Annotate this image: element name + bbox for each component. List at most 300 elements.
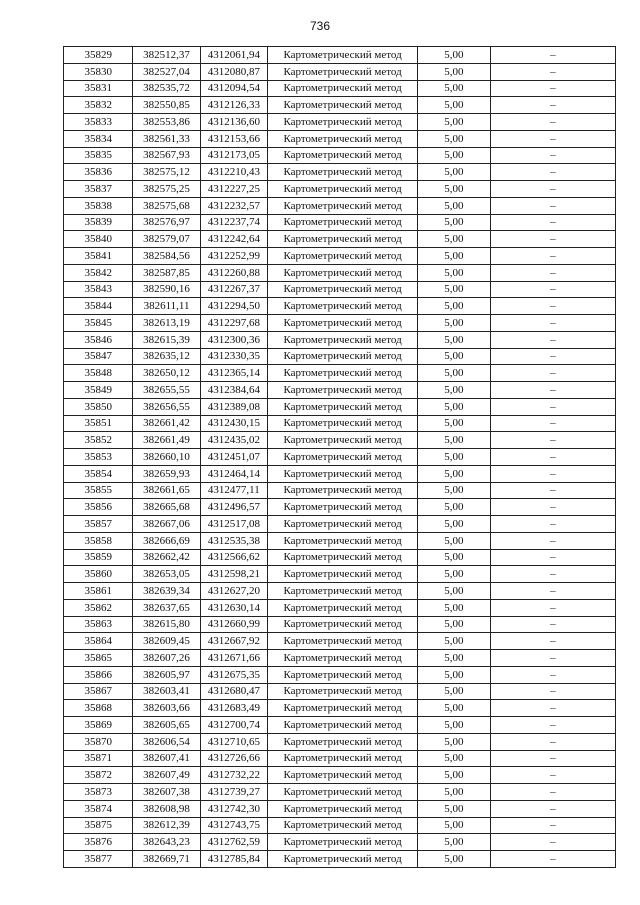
- coordinates-table-body: [64, 47, 616, 868]
- point-number-cell: 35838: [64, 197, 133, 214]
- page-number: 736: [309, 19, 331, 33]
- accuracy-cell: 5,00: [418, 331, 490, 348]
- point-number-cell: 35877: [64, 851, 133, 868]
- x-coordinate-cell: 382635,12: [133, 348, 200, 365]
- description-cell: –: [490, 348, 615, 365]
- method-cell: Картометрический метод: [268, 717, 418, 734]
- coordinates-table: [63, 46, 616, 868]
- point-number-cell: 35836: [64, 164, 133, 181]
- y-coordinate-cell: 4312242,64: [200, 231, 267, 248]
- accuracy-cell: 5,00: [418, 817, 490, 834]
- x-coordinate-cell: 382575,25: [133, 181, 200, 198]
- table-row: [64, 700, 616, 717]
- table-row: [64, 298, 616, 315]
- table-row: [64, 398, 616, 415]
- accuracy-cell: 5,00: [418, 47, 490, 64]
- description-cell: –: [490, 532, 615, 549]
- method-cell: Картометрический метод: [268, 516, 418, 533]
- description-cell: –: [490, 566, 615, 583]
- method-cell: Картометрический метод: [268, 549, 418, 566]
- description-cell: –: [490, 733, 615, 750]
- table-row: [64, 633, 616, 650]
- method-cell: Картометрический метод: [268, 465, 418, 482]
- accuracy-cell: 5,00: [418, 516, 490, 533]
- table-row: [64, 784, 616, 801]
- x-coordinate-cell: 382603,66: [133, 700, 200, 717]
- description-cell: –: [490, 97, 615, 114]
- table-row: [64, 197, 616, 214]
- accuracy-cell: 5,00: [418, 750, 490, 767]
- x-coordinate-cell: 382535,72: [133, 80, 200, 97]
- point-number-cell: 35842: [64, 264, 133, 281]
- method-cell: Картометрический метод: [268, 348, 418, 365]
- method-cell: Картометрический метод: [268, 147, 418, 164]
- method-cell: Картометрический метод: [268, 700, 418, 717]
- y-coordinate-cell: 4312260,88: [200, 264, 267, 281]
- x-coordinate-cell: 382666,69: [133, 532, 200, 549]
- y-coordinate-cell: 4312227,25: [200, 181, 267, 198]
- table-row: [64, 717, 616, 734]
- y-coordinate-cell: 4312566,62: [200, 549, 267, 566]
- x-coordinate-cell: 382575,68: [133, 197, 200, 214]
- x-coordinate-cell: 382653,05: [133, 566, 200, 583]
- accuracy-cell: 5,00: [418, 264, 490, 281]
- method-cell: Картометрический метод: [268, 666, 418, 683]
- method-cell: Картометрический метод: [268, 382, 418, 399]
- method-cell: Картометрический метод: [268, 599, 418, 616]
- x-coordinate-cell: 382605,65: [133, 717, 200, 734]
- method-cell: Картометрический метод: [268, 583, 418, 600]
- description-cell: –: [490, 700, 615, 717]
- x-coordinate-cell: 382606,54: [133, 733, 200, 750]
- x-coordinate-cell: 382669,71: [133, 851, 200, 868]
- method-cell: Картометрический метод: [268, 281, 418, 298]
- point-number-cell: 35865: [64, 650, 133, 667]
- accuracy-cell: 5,00: [418, 800, 490, 817]
- accuracy-cell: 5,00: [418, 499, 490, 516]
- y-coordinate-cell: 4312384,64: [200, 382, 267, 399]
- description-cell: –: [490, 47, 615, 64]
- x-coordinate-cell: 382613,19: [133, 315, 200, 332]
- method-cell: Картометрический метод: [268, 432, 418, 449]
- method-cell: Картометрический метод: [268, 482, 418, 499]
- point-number-cell: 35843: [64, 281, 133, 298]
- table-row: [64, 532, 616, 549]
- point-number-cell: 35833: [64, 114, 133, 131]
- description-cell: –: [490, 315, 615, 332]
- accuracy-cell: 5,00: [418, 482, 490, 499]
- method-cell: Картометрический метод: [268, 248, 418, 265]
- method-cell: Картометрический метод: [268, 197, 418, 214]
- point-number-cell: 35832: [64, 97, 133, 114]
- point-number-cell: 35846: [64, 331, 133, 348]
- table-row: [64, 465, 616, 482]
- point-number-cell: 35867: [64, 683, 133, 700]
- table-row: [64, 599, 616, 616]
- method-cell: Картометрический метод: [268, 683, 418, 700]
- accuracy-cell: 5,00: [418, 63, 490, 80]
- point-number-cell: 35852: [64, 432, 133, 449]
- x-coordinate-cell: 382655,55: [133, 382, 200, 399]
- point-number-cell: 35856: [64, 499, 133, 516]
- table-row: [64, 800, 616, 817]
- point-number-cell: 35837: [64, 181, 133, 198]
- description-cell: –: [490, 164, 615, 181]
- description-cell: –: [490, 214, 615, 231]
- method-cell: Картометрический метод: [268, 767, 418, 784]
- table-row: [64, 281, 616, 298]
- x-coordinate-cell: 382609,45: [133, 633, 200, 650]
- point-number-cell: 35876: [64, 834, 133, 851]
- point-number-cell: 35854: [64, 465, 133, 482]
- x-coordinate-cell: 382660,10: [133, 449, 200, 466]
- table-row: [64, 683, 616, 700]
- y-coordinate-cell: 4312762,59: [200, 834, 267, 851]
- table-row: [64, 616, 616, 633]
- description-cell: –: [490, 80, 615, 97]
- y-coordinate-cell: 4312477,11: [200, 482, 267, 499]
- y-coordinate-cell: 4312726,66: [200, 750, 267, 767]
- table-row: [64, 817, 616, 834]
- y-coordinate-cell: 4312210,43: [200, 164, 267, 181]
- description-cell: –: [490, 583, 615, 600]
- x-coordinate-cell: 382650,12: [133, 365, 200, 382]
- point-number-cell: 35855: [64, 482, 133, 499]
- table-row: [64, 114, 616, 131]
- x-coordinate-cell: 382611,11: [133, 298, 200, 315]
- method-cell: Картометрический метод: [268, 181, 418, 198]
- point-number-cell: 35834: [64, 130, 133, 147]
- table-row: [64, 264, 616, 281]
- description-cell: –: [490, 281, 615, 298]
- accuracy-cell: 5,00: [418, 231, 490, 248]
- table-row: [64, 432, 616, 449]
- description-cell: –: [490, 817, 615, 834]
- description-cell: –: [490, 331, 615, 348]
- point-number-cell: 35871: [64, 750, 133, 767]
- description-cell: –: [490, 666, 615, 683]
- x-coordinate-cell: 382612,39: [133, 817, 200, 834]
- y-coordinate-cell: 4312598,21: [200, 566, 267, 583]
- x-coordinate-cell: 382550,85: [133, 97, 200, 114]
- x-coordinate-cell: 382615,80: [133, 616, 200, 633]
- x-coordinate-cell: 382637,65: [133, 599, 200, 616]
- y-coordinate-cell: 4312153,66: [200, 130, 267, 147]
- y-coordinate-cell: 4312675,35: [200, 666, 267, 683]
- x-coordinate-cell: 382615,39: [133, 331, 200, 348]
- accuracy-cell: 5,00: [418, 398, 490, 415]
- description-cell: –: [490, 264, 615, 281]
- accuracy-cell: 5,00: [418, 147, 490, 164]
- accuracy-cell: 5,00: [418, 583, 490, 600]
- method-cell: Картометрический метод: [268, 264, 418, 281]
- point-number-cell: 35874: [64, 800, 133, 817]
- description-cell: –: [490, 432, 615, 449]
- x-coordinate-cell: 382607,38: [133, 784, 200, 801]
- y-coordinate-cell: 4312389,08: [200, 398, 267, 415]
- y-coordinate-cell: 4312630,14: [200, 599, 267, 616]
- point-number-cell: 35857: [64, 516, 133, 533]
- point-number-cell: 35844: [64, 298, 133, 315]
- method-cell: Картометрический метод: [268, 449, 418, 466]
- accuracy-cell: 5,00: [418, 834, 490, 851]
- y-coordinate-cell: 4312451,07: [200, 449, 267, 466]
- y-coordinate-cell: 4312330,35: [200, 348, 267, 365]
- x-coordinate-cell: 382603,41: [133, 683, 200, 700]
- description-cell: –: [490, 549, 615, 566]
- description-cell: –: [490, 449, 615, 466]
- y-coordinate-cell: 4312732,22: [200, 767, 267, 784]
- table-row: [64, 231, 616, 248]
- accuracy-cell: 5,00: [418, 315, 490, 332]
- point-number-cell: 35873: [64, 784, 133, 801]
- point-number-cell: 35875: [64, 817, 133, 834]
- method-cell: Картометрический метод: [268, 750, 418, 767]
- method-cell: Картометрический метод: [268, 415, 418, 432]
- y-coordinate-cell: 4312435,02: [200, 432, 267, 449]
- table-row: [64, 47, 616, 64]
- table-row: [64, 147, 616, 164]
- method-cell: Картометрический метод: [268, 80, 418, 97]
- table-row: [64, 315, 616, 332]
- method-cell: Картометрический метод: [268, 164, 418, 181]
- y-coordinate-cell: 4312294,50: [200, 298, 267, 315]
- table-row: [64, 750, 616, 767]
- x-coordinate-cell: 382607,26: [133, 650, 200, 667]
- description-cell: –: [490, 197, 615, 214]
- table-row: [64, 851, 616, 868]
- accuracy-cell: 5,00: [418, 717, 490, 734]
- y-coordinate-cell: 4312080,87: [200, 63, 267, 80]
- description-cell: –: [490, 633, 615, 650]
- table-row: [64, 382, 616, 399]
- point-number-cell: 35870: [64, 733, 133, 750]
- table-row: [64, 449, 616, 466]
- point-number-cell: 35839: [64, 214, 133, 231]
- y-coordinate-cell: 4312136,60: [200, 114, 267, 131]
- accuracy-cell: 5,00: [418, 348, 490, 365]
- x-coordinate-cell: 382608,98: [133, 800, 200, 817]
- accuracy-cell: 5,00: [418, 650, 490, 667]
- description-cell: –: [490, 650, 615, 667]
- method-cell: Картометрический метод: [268, 499, 418, 516]
- y-coordinate-cell: 4312742,30: [200, 800, 267, 817]
- method-cell: Картометрический метод: [268, 566, 418, 583]
- description-cell: –: [490, 499, 615, 516]
- method-cell: Картометрический метод: [268, 650, 418, 667]
- accuracy-cell: 5,00: [418, 281, 490, 298]
- description-cell: –: [490, 130, 615, 147]
- accuracy-cell: 5,00: [418, 733, 490, 750]
- point-number-cell: 35866: [64, 666, 133, 683]
- accuracy-cell: 5,00: [418, 97, 490, 114]
- x-coordinate-cell: 382567,93: [133, 147, 200, 164]
- accuracy-cell: 5,00: [418, 767, 490, 784]
- method-cell: Картометрический метод: [268, 784, 418, 801]
- x-coordinate-cell: 382575,12: [133, 164, 200, 181]
- x-coordinate-cell: 382561,33: [133, 130, 200, 147]
- point-number-cell: 35849: [64, 382, 133, 399]
- accuracy-cell: 5,00: [418, 248, 490, 265]
- point-number-cell: 35831: [64, 80, 133, 97]
- table-row: [64, 666, 616, 683]
- y-coordinate-cell: 4312300,36: [200, 331, 267, 348]
- point-number-cell: 35861: [64, 583, 133, 600]
- method-cell: Картометрический метод: [268, 616, 418, 633]
- accuracy-cell: 5,00: [418, 549, 490, 566]
- accuracy-cell: 5,00: [418, 181, 490, 198]
- table-row: [64, 549, 616, 566]
- accuracy-cell: 5,00: [418, 365, 490, 382]
- y-coordinate-cell: 4312232,57: [200, 197, 267, 214]
- x-coordinate-cell: 382576,97: [133, 214, 200, 231]
- x-coordinate-cell: 382659,93: [133, 465, 200, 482]
- table-row: [64, 63, 616, 80]
- table-row: [64, 566, 616, 583]
- y-coordinate-cell: 4312061,94: [200, 47, 267, 64]
- description-cell: –: [490, 465, 615, 482]
- accuracy-cell: 5,00: [418, 80, 490, 97]
- accuracy-cell: 5,00: [418, 700, 490, 717]
- accuracy-cell: 5,00: [418, 164, 490, 181]
- x-coordinate-cell: 382639,34: [133, 583, 200, 600]
- y-coordinate-cell: 4312365,14: [200, 365, 267, 382]
- method-cell: Картометрический метод: [268, 365, 418, 382]
- description-cell: –: [490, 248, 615, 265]
- description-cell: –: [490, 851, 615, 868]
- x-coordinate-cell: 382553,86: [133, 114, 200, 131]
- method-cell: Картометрический метод: [268, 532, 418, 549]
- y-coordinate-cell: 4312660,99: [200, 616, 267, 633]
- accuracy-cell: 5,00: [418, 432, 490, 449]
- accuracy-cell: 5,00: [418, 382, 490, 399]
- accuracy-cell: 5,00: [418, 214, 490, 231]
- accuracy-cell: 5,00: [418, 197, 490, 214]
- accuracy-cell: 5,00: [418, 683, 490, 700]
- method-cell: Картометрический метод: [268, 331, 418, 348]
- y-coordinate-cell: 4312739,27: [200, 784, 267, 801]
- y-coordinate-cell: 4312517,08: [200, 516, 267, 533]
- y-coordinate-cell: 4312252,99: [200, 248, 267, 265]
- table-row: [64, 415, 616, 432]
- table-row: [64, 834, 616, 851]
- point-number-cell: 35863: [64, 616, 133, 633]
- accuracy-cell: 5,00: [418, 298, 490, 315]
- point-number-cell: 35848: [64, 365, 133, 382]
- description-cell: –: [490, 834, 615, 851]
- point-number-cell: 35845: [64, 315, 133, 332]
- description-cell: –: [490, 181, 615, 198]
- accuracy-cell: 5,00: [418, 449, 490, 466]
- accuracy-cell: 5,00: [418, 633, 490, 650]
- point-number-cell: 35841: [64, 248, 133, 265]
- x-coordinate-cell: 382665,68: [133, 499, 200, 516]
- description-cell: –: [490, 231, 615, 248]
- x-coordinate-cell: 382527,04: [133, 63, 200, 80]
- table-row: [64, 164, 616, 181]
- point-number-cell: 35872: [64, 767, 133, 784]
- table-row: [64, 130, 616, 147]
- description-cell: –: [490, 114, 615, 131]
- method-cell: Картометрический метод: [268, 817, 418, 834]
- point-number-cell: 35858: [64, 532, 133, 549]
- point-number-cell: 35847: [64, 348, 133, 365]
- description-cell: –: [490, 683, 615, 700]
- description-cell: –: [490, 63, 615, 80]
- table-row: [64, 499, 616, 516]
- method-cell: Картометрический метод: [268, 834, 418, 851]
- point-number-cell: 35829: [64, 47, 133, 64]
- method-cell: Картометрический метод: [268, 214, 418, 231]
- table-row: [64, 767, 616, 784]
- point-number-cell: 35851: [64, 415, 133, 432]
- y-coordinate-cell: 4312094,54: [200, 80, 267, 97]
- y-coordinate-cell: 4312496,57: [200, 499, 267, 516]
- table-row: [64, 733, 616, 750]
- method-cell: Картометрический метод: [268, 63, 418, 80]
- method-cell: Картометрический метод: [268, 733, 418, 750]
- method-cell: Картометрический метод: [268, 851, 418, 868]
- x-coordinate-cell: 382584,56: [133, 248, 200, 265]
- method-cell: Картометрический метод: [268, 114, 418, 131]
- table-row: [64, 365, 616, 382]
- x-coordinate-cell: 382643,23: [133, 834, 200, 851]
- point-number-cell: 35862: [64, 599, 133, 616]
- table-row: [64, 650, 616, 667]
- accuracy-cell: 5,00: [418, 465, 490, 482]
- method-cell: Картометрический метод: [268, 47, 418, 64]
- y-coordinate-cell: 4312297,68: [200, 315, 267, 332]
- description-cell: –: [490, 147, 615, 164]
- table-row: [64, 181, 616, 198]
- y-coordinate-cell: 4312430,15: [200, 415, 267, 432]
- description-cell: –: [490, 415, 615, 432]
- y-coordinate-cell: 4312627,20: [200, 583, 267, 600]
- description-cell: –: [490, 784, 615, 801]
- table-row: [64, 214, 616, 231]
- y-coordinate-cell: 4312126,33: [200, 97, 267, 114]
- description-cell: –: [490, 398, 615, 415]
- x-coordinate-cell: 382661,65: [133, 482, 200, 499]
- method-cell: Картометрический метод: [268, 398, 418, 415]
- description-cell: –: [490, 382, 615, 399]
- method-cell: Картометрический метод: [268, 315, 418, 332]
- table-row: [64, 583, 616, 600]
- y-coordinate-cell: 4312671,66: [200, 650, 267, 667]
- description-cell: –: [490, 800, 615, 817]
- description-cell: –: [490, 750, 615, 767]
- accuracy-cell: 5,00: [418, 784, 490, 801]
- x-coordinate-cell: 382656,55: [133, 398, 200, 415]
- y-coordinate-cell: 4312700,74: [200, 717, 267, 734]
- point-number-cell: 35859: [64, 549, 133, 566]
- y-coordinate-cell: 4312535,38: [200, 532, 267, 549]
- y-coordinate-cell: 4312785,84: [200, 851, 267, 868]
- table-row: [64, 248, 616, 265]
- method-cell: Картометрический метод: [268, 130, 418, 147]
- point-number-cell: 35864: [64, 633, 133, 650]
- x-coordinate-cell: 382579,07: [133, 231, 200, 248]
- accuracy-cell: 5,00: [418, 599, 490, 616]
- x-coordinate-cell: 382662,42: [133, 549, 200, 566]
- x-coordinate-cell: 382587,85: [133, 264, 200, 281]
- accuracy-cell: 5,00: [418, 130, 490, 147]
- y-coordinate-cell: 4312683,49: [200, 700, 267, 717]
- x-coordinate-cell: 382590,16: [133, 281, 200, 298]
- description-cell: –: [490, 616, 615, 633]
- accuracy-cell: 5,00: [418, 415, 490, 432]
- description-cell: –: [490, 482, 615, 499]
